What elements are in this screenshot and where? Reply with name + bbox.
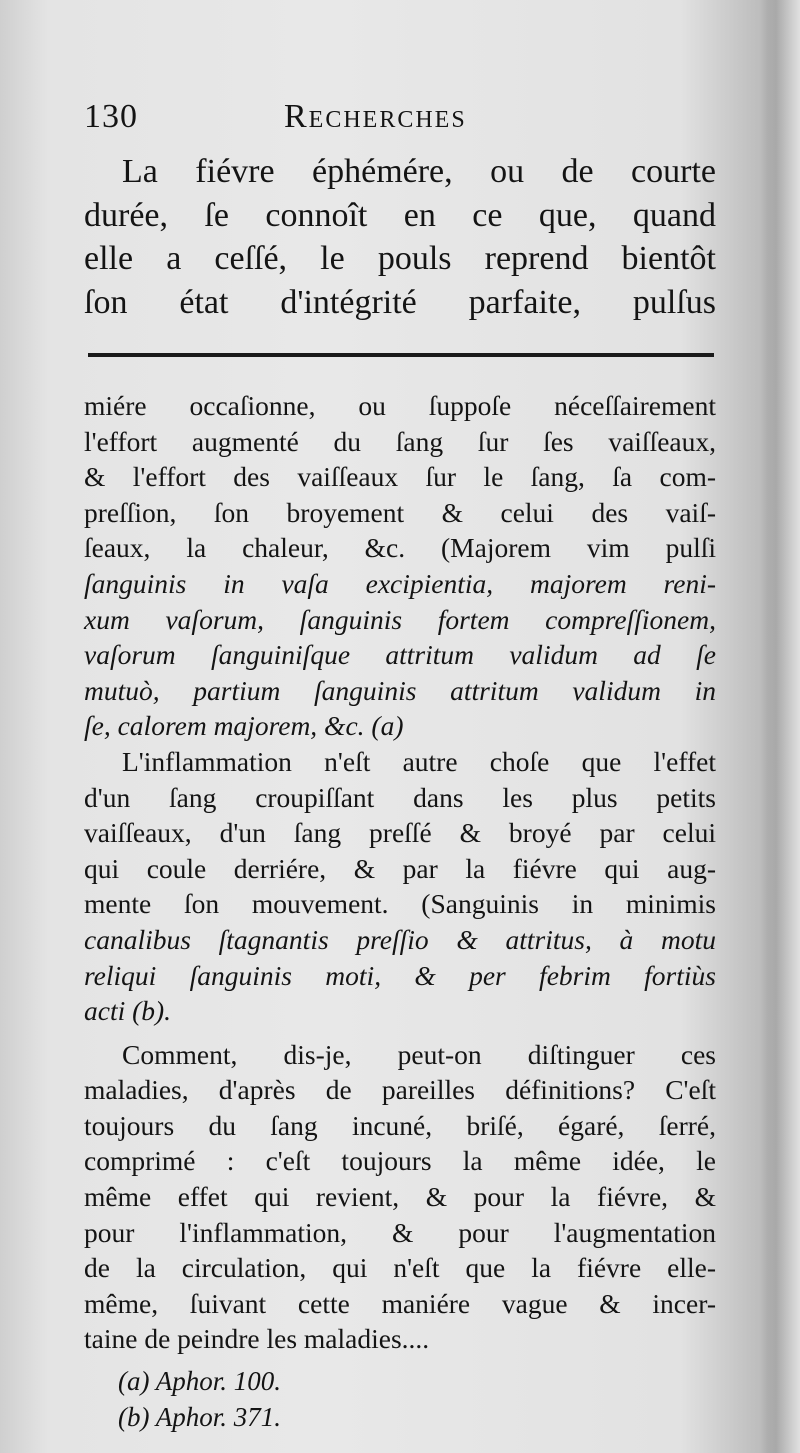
paragraph-2 [84, 744, 716, 1029]
text-line: vaſorum ſanguiniſque attritum validum ad ſe [84, 639, 716, 671]
text-line: pour l'inflammation, & pour l'augmentation [84, 1216, 716, 1248]
text-line: ſon état d'intégrité parfaite, pulſus [84, 283, 716, 321]
text-line: même effet qui revient, & pour la fiévre, & [84, 1181, 716, 1213]
upper-paragraph [84, 150, 716, 324]
footnotes [118, 1363, 281, 1435]
continued-text [84, 388, 716, 1357]
text-line: d'un ſang croupiſſant dans les plus petits [84, 781, 716, 813]
text-line: taine de peindre les maladies.... [84, 1323, 430, 1355]
page-number: 130 [84, 98, 138, 135]
paragraph-1 [84, 388, 716, 744]
text-line: preſſion, ſon broyement & celui des vaiſ- [84, 496, 716, 528]
paragraph-3 [84, 1037, 716, 1357]
text-line: vaiſſeaux, d'un ſang preſſé & broyé par celui [84, 817, 716, 849]
text-line: ſe, calorem majorem, &c. (a) [84, 710, 404, 742]
text-line: canalibus ſtagnantis preſſio & attritus, à motu [84, 923, 716, 955]
text-line: maladies, d'après de pareilles définitions? C'eſt [84, 1074, 716, 1106]
text-line: mente ſon mouvement. (Sanguinis in minimis [84, 888, 716, 920]
text-line: xum vaſorum, ſanguinis fortem compreſſionem, [84, 603, 716, 635]
footnote-b: (b) Aphor. 371. [118, 1402, 282, 1432]
text-line: de la circulation, qui n'eſt que la fiévre elle- [84, 1252, 716, 1284]
footnote-a: (a) Aphor. 100. [118, 1366, 282, 1396]
footnote-divider-rule [88, 353, 714, 357]
text-line: ſanguinis in vaſa excipientia, majorem reni- [84, 567, 716, 599]
page-gutter-shadow [760, 0, 800, 1453]
page-header [84, 98, 724, 148]
running-title: Recherches [284, 98, 467, 135]
text-line: l'effort augmenté du ſang ſur ſes vaiſſeaux, [84, 425, 716, 457]
text-line: comprimé : c'eſt toujours la même idée, le [84, 1145, 716, 1177]
text-line: & l'effort des vaiſſeaux ſur le ſang, ſa com- [84, 461, 716, 493]
text-line: durée, ſe connoît en ce que, quand [84, 196, 716, 234]
text-line: La fiévre éphémére, ou de courte [122, 153, 716, 190]
text-line: elle a ceſſé, le pouls reprend bientôt [84, 240, 716, 277]
text-line: même, ſuivant cette maniére vague & incer- [84, 1287, 716, 1319]
text-line: mutuò, partium ſanguinis attritum validum in [84, 674, 716, 706]
text-line: qui coule derriére, & par la fiévre qui aug- [84, 852, 716, 884]
text-line: reliqui ſanguinis moti, & per febrim fortiùs [84, 959, 716, 991]
text-line: ſeaux, la chaleur, &c. (Majorem vim pulſi [84, 532, 716, 564]
text-line: L'inflammation n'eſt autre choſe que l'effet [122, 745, 716, 777]
text-line: acti (b). [84, 995, 172, 1027]
text-line: Comment, dis-je, peut-on diſtinguer ces [122, 1038, 716, 1070]
text-line: toujours du ſang incuné, briſé, égaré, ſerré, [84, 1109, 716, 1141]
text-line: miére occaſionne, ou ſuppoſe néceſſairement [84, 390, 716, 421]
